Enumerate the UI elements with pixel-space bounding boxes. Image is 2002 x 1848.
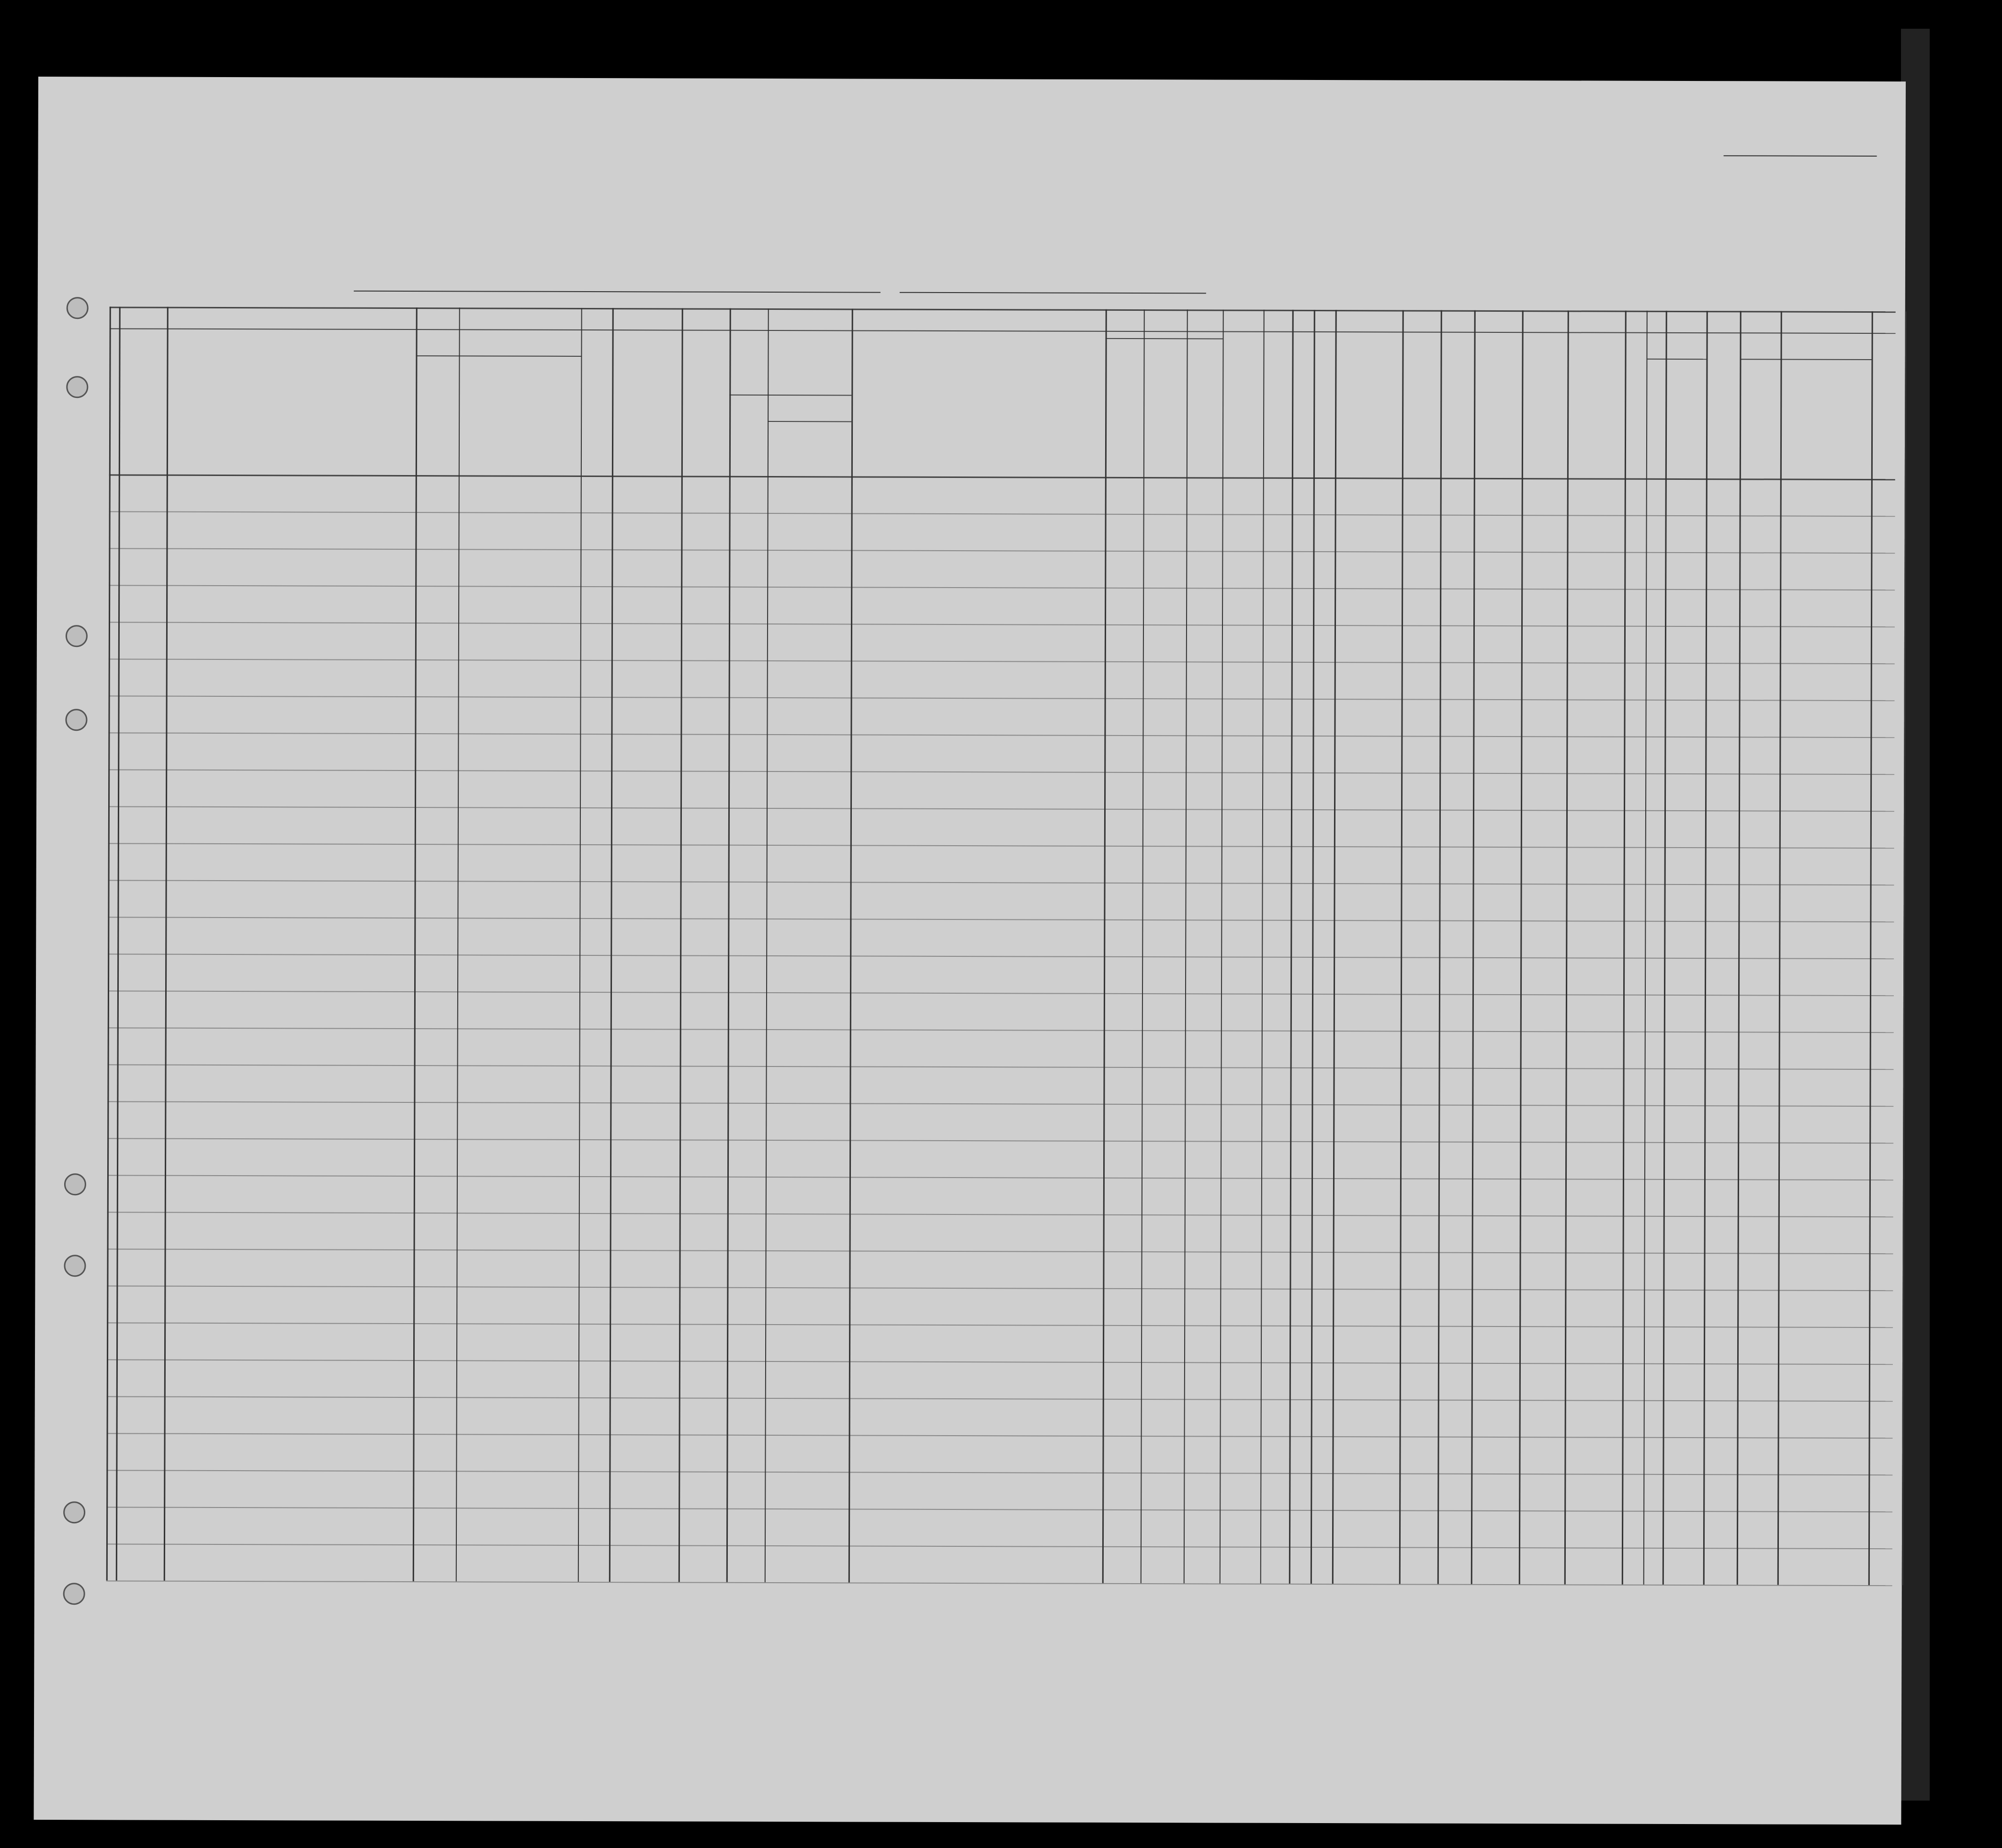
grid-row-line — [109, 695, 1895, 701]
grid-row-line — [107, 1138, 1893, 1144]
grid-row-line — [108, 732, 1894, 738]
scan-edge — [1901, 29, 1930, 1801]
grid-column-line — [578, 308, 582, 1582]
grid-column-line — [1737, 311, 1742, 1585]
grid-row-line — [106, 1580, 1892, 1586]
subhead-line — [416, 355, 581, 357]
grid-row-line — [107, 1322, 1893, 1328]
grid-column-line — [1777, 311, 1782, 1585]
grid-column-line — [1471, 310, 1476, 1584]
grid-column-line — [1868, 311, 1873, 1585]
grid-column-line — [1289, 310, 1294, 1584]
grid-row-line — [108, 1027, 1894, 1033]
subhead-line — [768, 421, 851, 422]
grid-column-line — [848, 308, 853, 1582]
grid-column-line — [726, 308, 731, 1582]
grid-column-line — [1437, 310, 1442, 1584]
grid-row-line — [107, 1396, 1893, 1402]
grid-column-line — [1663, 311, 1667, 1585]
grid-row-line — [108, 769, 1894, 775]
grid-column-line — [456, 307, 460, 1581]
grid-row-line — [109, 585, 1895, 590]
grid-column-line — [1564, 310, 1569, 1584]
grid-row-line — [108, 917, 1894, 922]
grid-header-line — [109, 474, 1895, 480]
grid-row-line — [108, 990, 1894, 996]
grid-column-line — [1260, 310, 1265, 1584]
grid-column-line — [1399, 310, 1404, 1584]
grid-row-line — [109, 511, 1895, 517]
grid-row-line — [107, 1433, 1893, 1439]
grid-row-line — [107, 1285, 1893, 1291]
grid-row-line — [106, 1470, 1892, 1475]
grid-row-line — [108, 806, 1894, 812]
grid-row-line — [107, 1359, 1893, 1365]
grid-column-line — [1220, 309, 1224, 1583]
manifest-sheet — [34, 77, 1906, 1825]
grid-row-line — [107, 1101, 1893, 1107]
grid-column-line — [164, 307, 169, 1581]
grid-colnum-line — [110, 328, 1896, 334]
grid-column-line — [1184, 309, 1188, 1583]
manifest-grid — [34, 77, 1906, 1825]
grid-row-line — [109, 548, 1895, 554]
grid-column-line — [413, 307, 418, 1581]
grid-column-line — [116, 306, 121, 1580]
grid-column-line — [1311, 310, 1315, 1584]
grid-column-line — [1622, 311, 1627, 1585]
header-destination-note — [418, 360, 578, 361]
grid-row-line — [107, 1175, 1893, 1180]
grid-column-line — [1643, 311, 1648, 1585]
grid-row-line — [108, 843, 1894, 849]
grid-column-line — [1332, 310, 1337, 1584]
grid-column-line — [765, 308, 769, 1582]
grid-row-line — [109, 658, 1895, 664]
grid-row-line — [108, 953, 1894, 959]
grid-row-line — [106, 1543, 1892, 1549]
grid-column-line — [609, 308, 614, 1582]
grid-left-line — [106, 306, 111, 1580]
subhead-line — [729, 395, 851, 396]
grid-row-line — [108, 1064, 1894, 1070]
grid-column-line — [1519, 310, 1524, 1584]
subhead-line — [1106, 338, 1223, 340]
grid-column-line — [1703, 311, 1708, 1585]
grid-row-line — [107, 1212, 1893, 1217]
grid-row-line — [106, 1507, 1892, 1512]
grid-row-line — [109, 622, 1895, 627]
grid-column-line — [1141, 309, 1145, 1583]
subhead-line — [1646, 359, 1706, 360]
grid-column-line — [679, 308, 683, 1582]
grid-row-line — [107, 1248, 1893, 1254]
grid-row-line — [108, 880, 1894, 885]
grid-column-line — [1102, 309, 1107, 1583]
grid-top-line — [110, 306, 1896, 313]
subhead-line — [1740, 359, 1871, 360]
